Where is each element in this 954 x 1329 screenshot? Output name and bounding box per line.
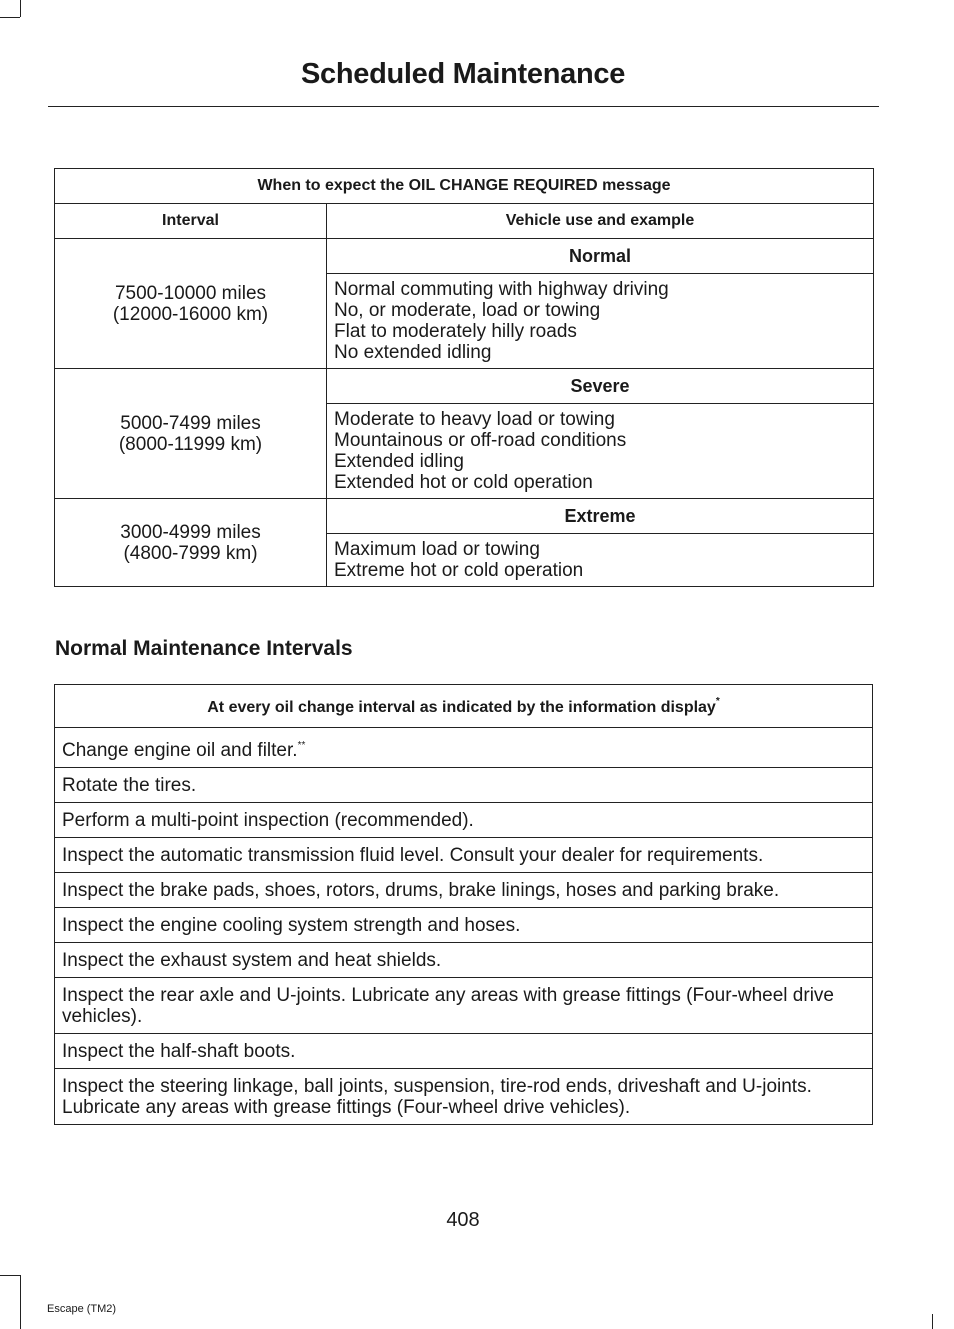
table-row <box>55 873 873 908</box>
usage-examples <box>327 274 874 369</box>
maintenance-item: Inspect the rear axle and U-joints. Lubricate any areas with grease fittings (Four-wheel drive vehicles). <box>55 978 873 1034</box>
maintenance-item: Inspect the automatic transmission fluid level. Consult your dealer for requirements. <box>55 838 873 873</box>
usage-item: Extended idling <box>334 451 464 472</box>
table-row <box>55 499 874 534</box>
maintenance-item: Rotate the tires. <box>55 768 873 803</box>
table-row <box>55 239 874 274</box>
crop-mark <box>0 17 20 18</box>
table-row <box>55 728 873 768</box>
usage-item: Extreme hot or cold operation <box>334 560 584 581</box>
usage-item: Mountainous or off-road conditions <box>334 430 627 451</box>
table-row <box>55 908 873 943</box>
interval-cell <box>55 499 327 587</box>
document-label: Escape (TM2) <box>47 1303 117 1315</box>
table-row <box>55 943 873 978</box>
title-divider <box>48 106 879 107</box>
crop-mark <box>932 1314 933 1329</box>
maintenance-item: Perform a multi-point inspection (recommended). <box>55 803 873 838</box>
interval-cell <box>55 239 327 369</box>
usage-item: Maximum load or towing <box>334 539 540 560</box>
footnote-mark: ** <box>297 740 306 751</box>
table-row <box>55 978 873 1034</box>
column-header-vehicle-use: Vehicle use and example <box>327 204 874 239</box>
category-label: Extreme <box>327 499 874 534</box>
table-header <box>55 685 873 728</box>
maintenance-item: Inspect the steering linkage, ball joints, suspension, tire-rod ends, driveshaft and U-joints. Lubricate any areas with grease fittings (Four-wheel drive vehicles). <box>55 1069 873 1125</box>
interval-cell <box>55 369 327 499</box>
maintenance-item: Inspect the brake pads, shoes, rotors, drums, brake linings, hoses and parking brake. <box>55 873 873 908</box>
usage-examples <box>327 534 874 587</box>
page-title: Scheduled Maintenance <box>300 58 626 90</box>
table-row <box>55 768 873 803</box>
maintenance-item: Inspect the exhaust system and heat shields. <box>55 943 873 978</box>
interval-miles: 5000-7499 miles <box>120 412 261 434</box>
usage-item: Flat to moderately hilly roads <box>334 321 577 342</box>
interval-miles: 3000-4999 miles <box>120 521 261 543</box>
maintenance-item: Inspect the half-shaft boots. <box>55 1034 873 1069</box>
table-header-text: At every oil change interval as indicated by the information display <box>207 698 716 716</box>
section-heading: Normal Maintenance Intervals <box>55 637 353 660</box>
usage-item: No extended idling <box>334 342 492 363</box>
category-label: Normal <box>327 239 874 274</box>
usage-item: Moderate to heavy load or towing <box>334 409 615 430</box>
usage-item: Normal commuting with highway driving <box>334 279 669 300</box>
usage-item: Extended hot or cold operation <box>334 472 593 493</box>
table-row <box>55 1069 873 1125</box>
maintenance-item <box>55 728 873 768</box>
interval-km: (12000-16000 km) <box>112 303 269 325</box>
crop-mark <box>0 1275 20 1276</box>
table-row <box>55 369 874 404</box>
page-number: 408 <box>446 1209 480 1231</box>
interval-km: (4800-7999 km) <box>123 542 258 564</box>
crop-mark <box>20 1275 21 1329</box>
footnote-mark: * <box>715 695 720 707</box>
interval-miles: 7500-10000 miles <box>114 282 267 304</box>
table-caption: When to expect the OIL CHANGE REQUIRED message <box>55 169 874 204</box>
category-label: Severe <box>327 369 874 404</box>
interval-km: (8000-11999 km) <box>118 433 263 455</box>
maintenance-item-text: Change engine oil and filter. <box>62 740 298 761</box>
table-row <box>55 838 873 873</box>
usage-item: No, or moderate, load or towing <box>334 300 601 321</box>
table-row <box>55 1034 873 1069</box>
usage-examples <box>327 404 874 499</box>
table-row <box>55 803 873 838</box>
crop-mark <box>20 0 21 17</box>
column-header-interval: Interval <box>55 204 327 239</box>
maintenance-item: Inspect the engine cooling system strength and hoses. <box>55 908 873 943</box>
oil-change-table <box>54 168 874 587</box>
maintenance-table <box>54 684 873 1125</box>
